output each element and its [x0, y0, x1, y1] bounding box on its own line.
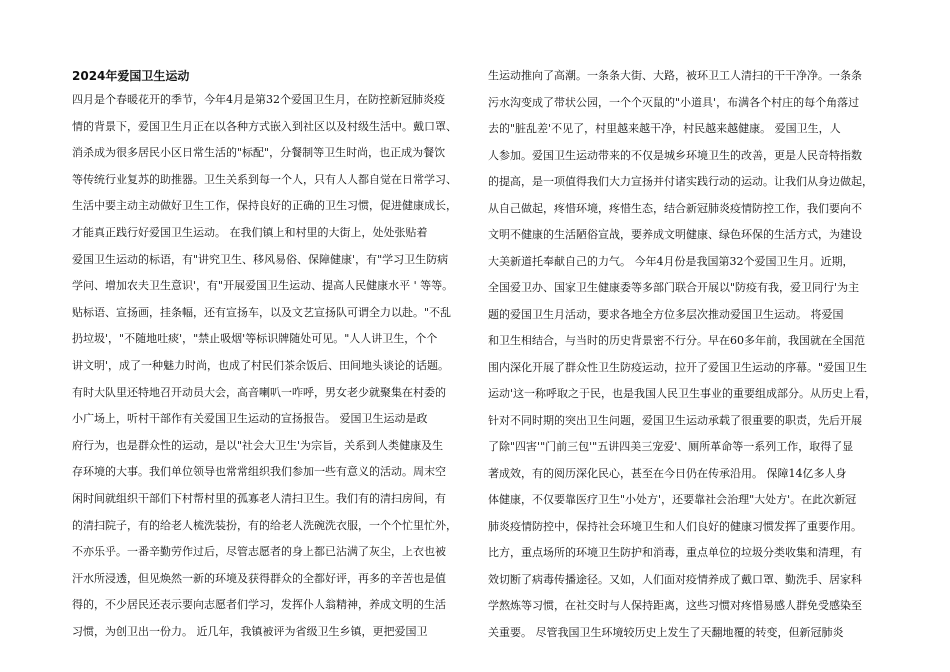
text-line: 比方，重点场所的环境卫生防护和消毒，重点单位的垃圾分类收集和清理，有: [488, 546, 862, 559]
text-line: 存环境的大事。我们单位领导也常常组织我们参加一些有意义的活动。周末空: [72, 465, 446, 479]
text-line: 全国爱卫办、国家卫生健康委等多部门联合开展以"防疫有我，爱卫同行'为主: [488, 281, 860, 294]
text-line: 府行为，也是群众性的运动，是以"社会大卫生'为宗旨，关系到人类健康及生: [72, 438, 444, 452]
text-line: 爱国卫生运动的标语，有"讲究卫生、移风易俗、保障健康'，有"学习卫生防病: [72, 252, 449, 266]
text-line: 闲时间就组织干部们下村帮村里的孤寡老人清扫卫生。我们有的清扫房间，有: [72, 492, 446, 505]
text-line: 效切断了病毒传播途径。又如，人们面对疫情养成了戴口罩、勤洗手、居家科: [488, 572, 862, 586]
text-line: 著成效，有的阅历深化民心，甚至在今日仍在传承沿用。 保障14亿多人身: [488, 466, 847, 480]
text-line: 围内深化开展了群众性卫生防疫运动，拉开了爱国卫生运动的序幕。"爱国卫生: [488, 360, 868, 374]
text-line: 小广场上，听村干部作有关爱国卫生运动的宣扬报告。 爱国卫生运动是政: [72, 412, 428, 426]
text-line: 消杀成为很多居民小区日常生活的"标配"，分餐制等卫生时尚，也正成为餐饮: [72, 146, 446, 160]
text-line: 去的"脏乱差'不见了，村里越来越干净，村民越来越健康。 爱国卫生，人: [488, 122, 841, 135]
text-line: 题的爱国卫生月活动，要求各地全方位多层次推动爱国卫生运动。 将爱国: [488, 307, 844, 321]
text-line: 关重要。 尽管我国卫生环境较历史上发生了天翻地覆的转变，但新冠肺炎: [488, 625, 844, 639]
text-line: 大美新道托奉献自己的力气。 今年4月份是我国第32个爱国卫生月。近期，: [488, 254, 854, 268]
text-line: 四月是个春暖花开的季节，今年4月是第32个爱国卫生月，在防控新冠肺炎疫: [72, 93, 445, 106]
text-line: 才能真正践行好爱国卫生运动。 在我们镇上和村里的大街上，处处张贴着: [72, 226, 428, 239]
text-line: 习惯，为创卫出一份力。 近几年，我镇被评为省级卫生乡镇，更把爱国卫: [72, 625, 428, 638]
text-line: 汗水所浸透，但见焕然一新的环境及获得群众的全都好评，再多的辛苦也是值: [72, 571, 446, 585]
text-line: 人参加。爱国卫生运动带来的不仅是城乡环境卫生的改善，更是人民奇特指数: [488, 148, 862, 162]
text-line: 讲文明'，成了一种魅力时尚，也成了村民们茶余饭后、田间地头谈论的话题。: [72, 359, 450, 372]
text-line: 生运动推向了高潮。一条条大街、大路，被环卫工人清扫的干干净净。一条条: [488, 69, 862, 82]
text-line: 了除"四害'"门前三包'"五讲四美三宠爱'、厕所革命等一系列工作，取得了显: [488, 440, 854, 453]
text-line: 等传统行业复苏的助推器。卫生关系到每一个人，只有人人都自觉在日常学习、: [72, 172, 457, 186]
text-line: 学熬炼等习惯，在社交时与人保持距离，这些习惯对疼惜易感人群免受感染至: [488, 599, 862, 612]
text-line: 有时大队里还特地召开动员大会，高音喇叭一咋呼，男女老少就聚集在村委的: [72, 385, 446, 399]
text-line: 学问、增加农夫卫生意识'，有"开展爱国卫生运动、提高人民健康水平 ' 等等。: [72, 279, 454, 293]
text-line: 污水沟变成了带状公园，一个个灭鼠的"小道具'，布满各个村庄的每个角落过: [488, 95, 860, 109]
text-line: 从自己做起，疼惜环境，疼惜生态，结合新冠肺炎疫情防控工作，我们要向不: [488, 201, 862, 215]
text-line: 的提高，是一项值得我们大力宣扬并付诸实践行动的运动。让我们从身边做起，: [488, 175, 873, 188]
text-line: 的清扫院子，有的给老人梳洗装扮，有的给老人洗碗洗衣服，一个个忙里忙外，: [72, 518, 457, 532]
text-line: 和卫生相结合，与当时的历史背景密不行分。早在60多年前，我国就在全国范: [488, 334, 865, 347]
text-line: 体健康，不仅要靠医疗卫生"小处方'，还要靠社会治理"大处方'。在此次新冠: [488, 493, 857, 506]
text-line: 文明不健康的生活陋俗宣战，要养成文明健康、绿色环保的生活方式，为建设: [488, 228, 862, 241]
text-line: 情的背景下，爱国卫生月正在以各种方式嵌入到社区以及村级生活中。戴口罩、: [72, 119, 457, 133]
text-line: 得的，不少居民还表示要向志愿者们学习，发挥仆人翁精神，养成文明的生活: [72, 598, 446, 612]
text-line: 生活中要主动主动做好卫生工作，保持良好的正确的卫生习惯，促进健康成长，: [72, 199, 457, 213]
text-line: 扔垃圾'，"不随地吐痰'，"禁止吸烟'等标识牌随处可见。"人人讲卫生，个个: [72, 332, 438, 346]
text-line: 肺炎疫情防控中，保持社会环境卫生和人们良好的健康习惯发挥了重要作用。: [488, 519, 862, 533]
text-line: 不亦乐乎。一番辛勤劳作过后，尽管志愿者的身上都已沾满了灰尘，上衣也被: [72, 545, 446, 559]
document-title: 2024年爱国卫生运动: [72, 69, 190, 83]
text-line: 运动'这一称呼取之于民，也是我国人民卫生事业的重要组成部分。从历史上看，: [488, 387, 877, 400]
text-line: 针对不同时期的突出卫生问题，爱国卫生运动承载了很重要的职责，先后开展: [488, 413, 862, 427]
text-line: 贴标语、宣扬画，挂条幅，还有宣扬车，以及文艺宣扬队可谓全力以赴。"不乱: [72, 305, 452, 319]
